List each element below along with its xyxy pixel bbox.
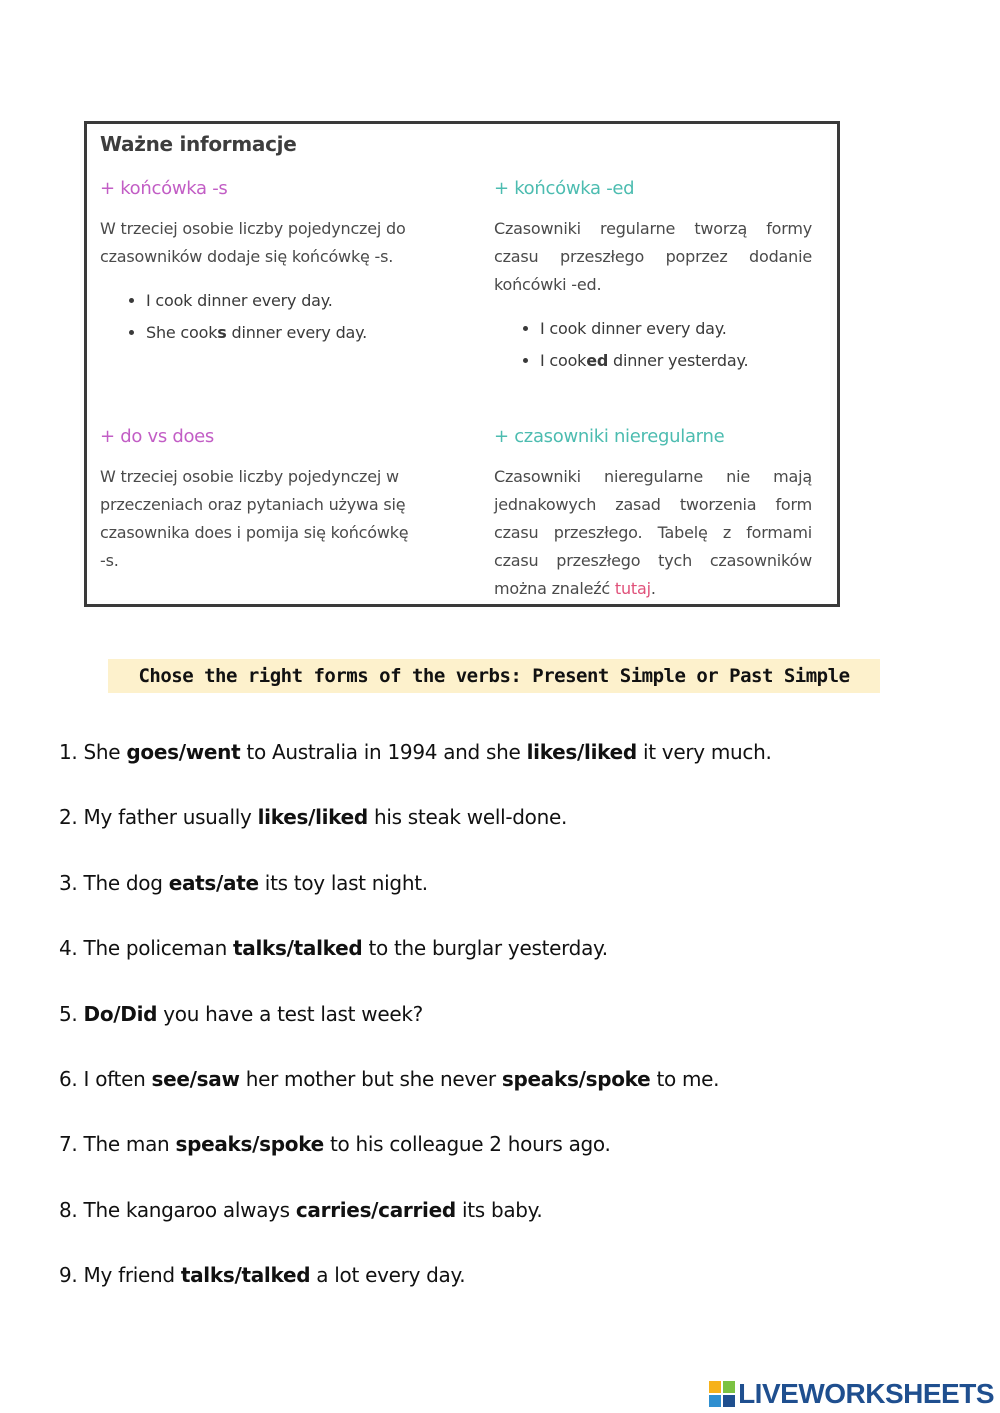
exercise-sentence	[59, 864, 959, 929]
exercise-sentence	[59, 1125, 959, 1190]
sentence-text: it very much.	[636, 740, 772, 764]
verb-choice[interactable]: see/saw	[151, 1066, 240, 1091]
verb-choice[interactable]: Do/Did	[83, 1001, 158, 1026]
sentence-text: to me.	[650, 1066, 720, 1091]
info-title: Ważne informacje	[100, 132, 297, 156]
sentence-text: 5.	[59, 1001, 84, 1026]
sentence-text: its toy last night.	[258, 870, 428, 895]
section-heading: + końcówka -s	[100, 178, 228, 199]
exercise-sentence	[59, 929, 959, 994]
verb-choice[interactable]: likes/liked	[257, 805, 368, 830]
verb-choice[interactable]: goes/went	[126, 740, 241, 764]
sentence-text: his steak well-done.	[367, 805, 568, 830]
example-list	[494, 313, 812, 377]
section-text: W trzeciej osobie liczby pojedynczej do czasowników dodaje się końcówkę -s.	[100, 219, 406, 266]
exercise-sentence	[59, 733, 959, 798]
verb-choice[interactable]: speaks/spoke	[501, 1066, 651, 1091]
sentence-text: her mother but she never	[239, 1066, 502, 1091]
exercise-sentence	[59, 995, 959, 1060]
exercise-sentences	[59, 733, 959, 1322]
sentence-text: 8. The kangaroo always	[59, 1197, 296, 1222]
sentence-text: 9. My friend	[59, 1263, 181, 1288]
sentence-text: 4. The policeman	[59, 936, 234, 961]
section-s-ending	[100, 177, 418, 349]
sentence-text: to the burglar yesterday.	[362, 936, 608, 961]
section-heading: + końcówka -ed	[494, 178, 635, 199]
sentence-text: 2. My father usually	[59, 805, 258, 830]
example-item: • I cooked dinner yesterday.	[540, 345, 812, 377]
section-text: Czasowniki nieregularne nie mają jednakowych zasad tworzenia form czasu przeszłego. Tabelę z formami czasu przeszłego tych czasowników można znaleźć tutaj.	[494, 467, 812, 598]
task-title: Chose the right forms of the verbs: Present Simple or Past Simple	[108, 659, 880, 693]
example-item: • I cook dinner every day.	[146, 285, 418, 317]
verb-choice[interactable]: talks/talked	[180, 1263, 311, 1288]
exercise-sentence	[59, 1256, 959, 1321]
section-heading: + do vs does	[100, 426, 215, 447]
sentence-text: its baby.	[455, 1197, 543, 1222]
sentence-text: 1. She	[59, 740, 127, 764]
example-list	[100, 285, 418, 349]
exercise-sentence	[59, 1191, 959, 1256]
sentence-text: 3. The dog	[59, 870, 169, 895]
sentence-text: you have a test last week?	[157, 1001, 423, 1026]
section-heading: + czasowniki nieregularne	[494, 426, 725, 447]
sentence-text: 6. I often	[59, 1066, 152, 1091]
section-text: W trzeciej osobie liczby pojedynczej w przeczeniach oraz pytaniach używa się czasownika does i pomija się końcówkę -s.	[100, 467, 409, 570]
info-box	[84, 121, 840, 607]
section-irregular-verbs	[494, 425, 812, 603]
verb-choice[interactable]: talks/talked	[233, 936, 363, 961]
section-ed-ending	[494, 177, 812, 377]
verb-choice[interactable]: speaks/spoke	[175, 1132, 324, 1157]
verb-choice[interactable]: likes/liked	[526, 740, 637, 764]
sentence-text: to his colleague 2 hours ago.	[323, 1132, 611, 1157]
exercise-sentence	[59, 798, 959, 863]
liveworksheets-logo-icon	[709, 1381, 735, 1407]
verb-choice[interactable]: eats/ate	[168, 870, 259, 895]
verb-choice[interactable]: carries/carried	[295, 1197, 456, 1222]
section-text: Czasowniki regularne tworzą formy czasu przeszłego poprzez dodanie końcówki -ed.	[494, 219, 812, 294]
sentence-text: 7. The man	[59, 1132, 176, 1157]
sentence-text: a lot every day.	[310, 1263, 466, 1288]
section-do-vs-does	[100, 425, 418, 575]
example-item: • I cook dinner every day.	[540, 313, 812, 345]
tutaj-link[interactable]: tutaj	[614, 579, 651, 598]
example-item: • She cooks dinner every day.	[146, 317, 418, 349]
sentence-text: to Australia in 1994 and she	[240, 740, 527, 764]
exercise-sentence	[59, 1060, 959, 1125]
liveworksheets-logo[interactable]	[709, 1377, 994, 1411]
logo-text: LIVEWORKSHEETS	[738, 1378, 994, 1409]
